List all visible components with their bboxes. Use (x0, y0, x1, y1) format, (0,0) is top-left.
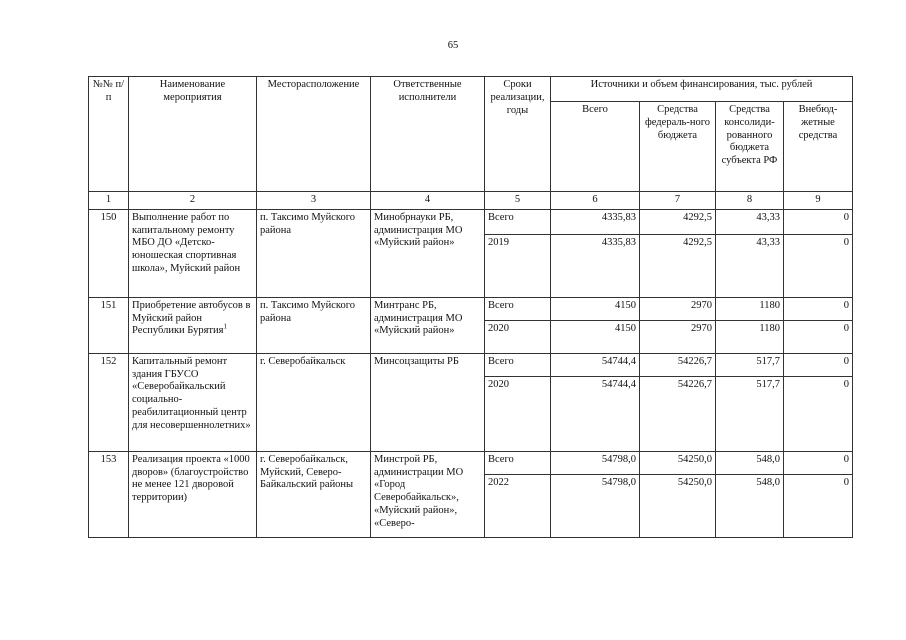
row-total: 54744,4 (551, 376, 640, 451)
column-number: 6 (551, 192, 640, 210)
financing-table (88, 76, 853, 538)
footnote-mark: 1 (223, 322, 227, 331)
row-federal: 4292,5 (640, 234, 716, 297)
row-regional: 517,7 (716, 376, 784, 451)
row-regional: 1180 (716, 320, 784, 353)
row-extrabudget: 0 (784, 209, 853, 234)
row-period: 2020 (485, 376, 551, 451)
row-location: п. Таксимо Муйского района (257, 209, 371, 297)
header-regional: Средства консолиди-рованного бюджета субъекта РФ (716, 102, 784, 192)
row-federal: 2970 (640, 297, 716, 320)
header-extrabudget: Внебюд-жетные средства (784, 102, 853, 192)
column-number: 7 (640, 192, 716, 210)
table-row (89, 209, 853, 234)
row-num: 151 (89, 297, 129, 353)
row-regional: 548,0 (716, 451, 784, 474)
row-total: 4150 (551, 320, 640, 353)
row-federal: 54226,7 (640, 376, 716, 451)
table-row (89, 451, 853, 474)
row-federal: 2970 (640, 320, 716, 353)
table-row (89, 297, 853, 320)
row-num: 150 (89, 209, 129, 297)
column-number: 2 (129, 192, 257, 210)
column-number: 9 (784, 192, 853, 210)
header-executors: Ответственные исполнители (371, 77, 485, 192)
header-location: Месторасположение (257, 77, 371, 192)
row-location: п. Таксимо Муйского района (257, 297, 371, 353)
row-name: Реализация проекта «1000 дворов» (благоустройство не менее 121 дворовой территории) (129, 451, 257, 537)
column-number: 4 (371, 192, 485, 210)
row-period: Всего (485, 209, 551, 234)
row-extrabudget: 0 (784, 320, 853, 353)
row-federal: 54250,0 (640, 474, 716, 537)
row-period: Всего (485, 451, 551, 474)
page-number: 65 (447, 40, 459, 51)
row-executors: Минсоцзащиты РБ (371, 353, 485, 451)
row-extrabudget: 0 (784, 353, 853, 376)
row-regional: 43,33 (716, 234, 784, 297)
row-extrabudget: 0 (784, 376, 853, 451)
row-total: 54744,4 (551, 353, 640, 376)
row-name: Капитальный ремонт здания ГБУСО «Северобайкальский социально-реабилитационный центр для несовершеннолетних» (129, 353, 257, 451)
header-total: Всего (551, 102, 640, 192)
row-total: 54798,0 (551, 451, 640, 474)
row-regional: 1180 (716, 297, 784, 320)
header-financing: Источники и объем финансирования, тыс. рублей (551, 77, 853, 102)
row-num: 153 (89, 451, 129, 537)
row-total: 54798,0 (551, 474, 640, 537)
column-numbers-row (89, 192, 853, 210)
row-regional: 517,7 (716, 353, 784, 376)
row-period: 2019 (485, 234, 551, 297)
row-location: г. Северобайкальск (257, 353, 371, 451)
row-location: г. Северобайкальск, Муйский, Северо-Байкальский районы (257, 451, 371, 537)
header-num: №№ п/п (89, 77, 129, 192)
row-name (129, 297, 257, 353)
header-row-1 (89, 77, 853, 102)
header-name: Наименование мероприятия (129, 77, 257, 192)
row-total: 4335,83 (551, 209, 640, 234)
row-name-text: Приобретение автобусов в Муйский район Республики Бурятия (132, 299, 251, 337)
row-executors: Минобрнауки РБ, администрация МО «Муйский район» (371, 209, 485, 297)
row-federal: 54226,7 (640, 353, 716, 376)
row-extrabudget: 0 (784, 474, 853, 537)
row-period: 2020 (485, 320, 551, 353)
row-period: Всего (485, 353, 551, 376)
row-regional: 548,0 (716, 474, 784, 537)
row-extrabudget: 0 (784, 297, 853, 320)
row-extrabudget: 0 (784, 234, 853, 297)
row-executors: Минтранс РБ, администрация МО «Муйский район» (371, 297, 485, 353)
row-num: 152 (89, 353, 129, 451)
table-row (89, 353, 853, 376)
row-extrabudget: 0 (784, 451, 853, 474)
row-name: Выполнение работ по капитальному ремонту МБО ДО «Детско-юношеская спортивная школа», Муйский район (129, 209, 257, 297)
row-federal: 4292,5 (640, 209, 716, 234)
row-period: Всего (485, 297, 551, 320)
column-number: 5 (485, 192, 551, 210)
column-number: 3 (257, 192, 371, 210)
row-executors: Минстрой РБ, администрации МО «Город Северобайкальск», «Муйский район», «Северо- (371, 451, 485, 537)
row-total: 4335,83 (551, 234, 640, 297)
column-number: 1 (89, 192, 129, 210)
row-period: 2022 (485, 474, 551, 537)
row-federal: 54250,0 (640, 451, 716, 474)
row-regional: 43,33 (716, 209, 784, 234)
header-period: Сроки реализации, годы (485, 77, 551, 192)
header-federal: Средства федераль-ного бюджета (640, 102, 716, 192)
row-total: 4150 (551, 297, 640, 320)
column-number: 8 (716, 192, 784, 210)
